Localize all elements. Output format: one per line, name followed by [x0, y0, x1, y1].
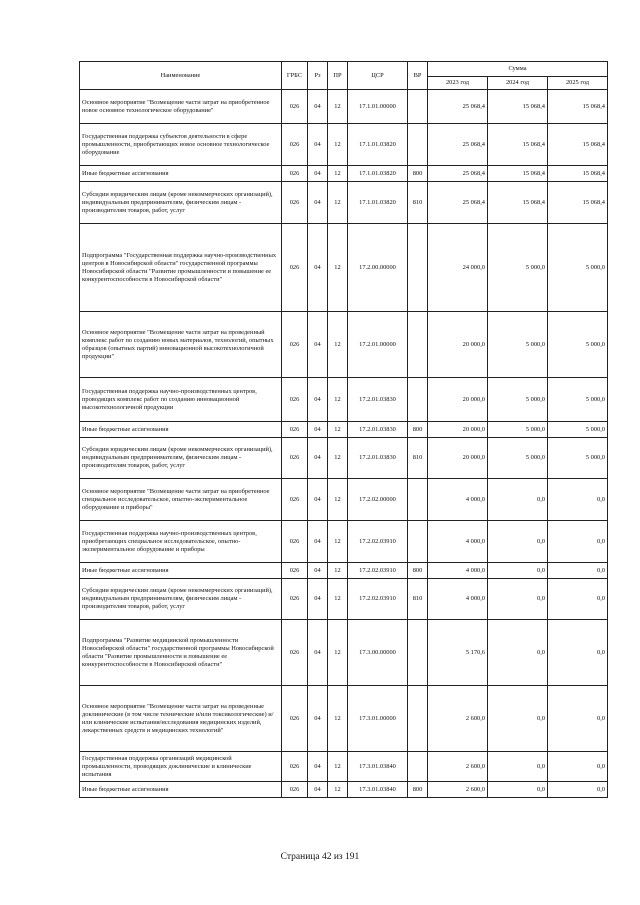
- row-sum-2023: 20 000,0: [428, 438, 488, 479]
- row-sum-2023: 2 600,0: [428, 752, 488, 782]
- row-pr: 12: [328, 312, 348, 378]
- row-sum-2024: 0,0: [488, 752, 548, 782]
- row-pr: 12: [328, 752, 348, 782]
- row-grbs: 026: [282, 438, 308, 479]
- table-row: [80, 752, 608, 782]
- row-grbs: 026: [282, 479, 308, 521]
- row-sum-2023: 4 000,0: [428, 563, 488, 579]
- row-csr: 17.3.01.03840: [348, 782, 408, 798]
- row-rz: 04: [308, 422, 328, 438]
- row-rz: 04: [308, 686, 328, 752]
- row-sum-2023: 4 000,0: [428, 579, 488, 620]
- row-csr: 17.2.01.00000: [348, 312, 408, 378]
- row-csr: 17.2.02.03910: [348, 521, 408, 563]
- row-rz: 04: [308, 312, 328, 378]
- row-name: Иные бюджетные ассигнования: [80, 563, 282, 579]
- row-csr: 17.2.02.03910: [348, 579, 408, 620]
- row-pr: 12: [328, 563, 348, 579]
- header-csr: ЦСР: [348, 62, 408, 90]
- row-csr: 17.3.00.00000: [348, 620, 408, 686]
- row-vr: [408, 378, 428, 422]
- row-name: Основное мероприятие "Возмещение части затрат на проведенные доклинические (в том числе технические и/или токсикологические) и/или клинические испытания/исследования медицинских изделий, лекарственных средств и медицинских технологий": [80, 686, 282, 752]
- row-rz: 04: [308, 90, 328, 124]
- row-csr: 17.1.01.03820: [348, 124, 408, 166]
- row-rz: 04: [308, 438, 328, 479]
- table-row: [80, 166, 608, 182]
- row-vr: 810: [408, 438, 428, 479]
- row-vr: [408, 686, 428, 752]
- row-name: Основное мероприятие "Возмещение части затрат на проведенный комплекс работ по созданию новых материалов, технологий, опытных образцов (опытных партий) инновационной высокотехнологичной продукции": [80, 312, 282, 378]
- header-year-2023: 2023 год: [428, 77, 488, 90]
- row-sum-2025: 15 068,4: [548, 166, 608, 182]
- row-rz: 04: [308, 521, 328, 563]
- row-name: Иные бюджетные ассигнования: [80, 422, 282, 438]
- row-name: Основное мероприятие "Возмещение части затрат на приобретенное новое основное технологическое оборудование": [80, 90, 282, 124]
- row-rz: 04: [308, 479, 328, 521]
- row-pr: 12: [328, 479, 348, 521]
- table-row: [80, 182, 608, 224]
- row-sum-2023: 25 068,4: [428, 166, 488, 182]
- row-sum-2023: 25 068,4: [428, 90, 488, 124]
- table-row: [80, 563, 608, 579]
- row-sum-2023: 5 170,6: [428, 620, 488, 686]
- row-pr: 12: [328, 182, 348, 224]
- table-row: [80, 686, 608, 752]
- header-pr: ПР: [328, 62, 348, 90]
- row-vr: [408, 752, 428, 782]
- row-sum-2023: 20 000,0: [428, 378, 488, 422]
- row-sum-2023: 25 068,4: [428, 182, 488, 224]
- row-sum-2025: 15 068,4: [548, 90, 608, 124]
- row-name: Государственная поддержка организаций медицинской промышленности, проводящих доклинические и клинические испытания: [80, 752, 282, 782]
- row-rz: 04: [308, 782, 328, 798]
- row-sum-2025: 0,0: [548, 782, 608, 798]
- row-sum-2025: 0,0: [548, 686, 608, 752]
- row-pr: 12: [328, 579, 348, 620]
- row-csr: 17.1.01.03820: [348, 182, 408, 224]
- row-sum-2025: 5 000,0: [548, 378, 608, 422]
- table-row: [80, 90, 608, 124]
- budget-table: [79, 61, 608, 798]
- row-grbs: 026: [282, 686, 308, 752]
- row-rz: 04: [308, 563, 328, 579]
- row-grbs: 026: [282, 521, 308, 563]
- page-number: Страница 42 из 191: [280, 852, 360, 862]
- row-name: Подпрограмма "Развитие медицинской промышленности Новосибирской области" государственной программы Новосибирской области "Развитие промышленности и повышение ее конкурентоспособности в Новосибирской области": [80, 620, 282, 686]
- row-csr: 17.2.01.03830: [348, 422, 408, 438]
- row-vr: [408, 224, 428, 312]
- row-rz: 04: [308, 166, 328, 182]
- table-row: [80, 782, 608, 798]
- row-vr: 800: [408, 166, 428, 182]
- row-vr: [408, 124, 428, 166]
- row-name: Иные бюджетные ассигнования: [80, 782, 282, 798]
- row-name: Подпрограмма "Государственная поддержка научно-производственных центров в Новосибирской области" государственной программы Новосибирской области "Развитие промышленности и повышение ее конкурентоспособности в Новосибирской области": [80, 224, 282, 312]
- row-name: Субсидии юридическим лицам (кроме некоммерческих организаций), индивидуальным предпринимателям, физическим лицам - производителям товаров, работ, услуг: [80, 438, 282, 479]
- row-grbs: 026: [282, 182, 308, 224]
- row-csr: 17.2.02.00000: [348, 479, 408, 521]
- row-vr: [408, 479, 428, 521]
- row-grbs: 026: [282, 752, 308, 782]
- row-grbs: 026: [282, 312, 308, 378]
- table-row: [80, 521, 608, 563]
- row-sum-2024: 0,0: [488, 579, 548, 620]
- row-sum-2025: 0,0: [548, 620, 608, 686]
- row-name: Основное мероприятие "Возмещение части затрат на приобретенное специальное исследовательское, опытно-экспериментальное оборудование и приборы": [80, 479, 282, 521]
- row-sum-2023: 4 000,0: [428, 479, 488, 521]
- row-sum-2023: 25 068,4: [428, 124, 488, 166]
- row-name: Государственная поддержка научно-производственных центров, проводящих комплекс работ по созданию инновационной высокотехнологичной продукции: [80, 378, 282, 422]
- row-sum-2025: 5 000,0: [548, 224, 608, 312]
- row-grbs: 026: [282, 563, 308, 579]
- row-name: Субсидии юридическим лицам (кроме некоммерческих организаций), индивидуальным предпринимателям, физическим лицам - производителям товаров, работ, услуг: [80, 182, 282, 224]
- row-sum-2025: 15 068,4: [548, 182, 608, 224]
- row-sum-2024: 15 068,4: [488, 124, 548, 166]
- row-sum-2023: 2 600,0: [428, 686, 488, 752]
- row-sum-2025: 5 000,0: [548, 422, 608, 438]
- row-sum-2024: 0,0: [488, 782, 548, 798]
- table-body: [80, 90, 608, 798]
- row-vr: 800: [408, 563, 428, 579]
- row-pr: 12: [328, 124, 348, 166]
- header-year-2025: 2025 год: [548, 77, 608, 90]
- row-grbs: 026: [282, 90, 308, 124]
- row-grbs: 026: [282, 620, 308, 686]
- row-name: Иные бюджетные ассигнования: [80, 166, 282, 182]
- row-name: Государственная поддержка субъектов деятельности в сфере промышленности, приобретающих новое основное технологическое оборудование: [80, 124, 282, 166]
- row-rz: 04: [308, 378, 328, 422]
- row-sum-2024: 15 068,4: [488, 166, 548, 182]
- row-vr: [408, 521, 428, 563]
- row-csr: 17.2.00.00000: [348, 224, 408, 312]
- row-csr: 17.1.01.03820: [348, 166, 408, 182]
- row-sum-2025: 0,0: [548, 479, 608, 521]
- header-grbs: ГРБС: [282, 62, 308, 90]
- row-rz: 04: [308, 620, 328, 686]
- header-vr: ВР: [408, 62, 428, 90]
- row-sum-2024: 15 068,4: [488, 90, 548, 124]
- row-sum-2025: 0,0: [548, 752, 608, 782]
- header-sum: Сумма: [428, 62, 608, 77]
- table-row: [80, 620, 608, 686]
- row-vr: 810: [408, 182, 428, 224]
- row-csr: 17.3.01.03840: [348, 752, 408, 782]
- row-grbs: 026: [282, 224, 308, 312]
- row-sum-2025: 5 000,0: [548, 438, 608, 479]
- row-csr: 17.3.01.00000: [348, 686, 408, 752]
- table-row: [80, 124, 608, 166]
- row-vr: 800: [408, 782, 428, 798]
- row-vr: [408, 620, 428, 686]
- row-vr: [408, 312, 428, 378]
- table-row: [80, 422, 608, 438]
- header-name: Наименование: [80, 62, 282, 90]
- row-sum-2023: 24 000,0: [428, 224, 488, 312]
- row-vr: 800: [408, 422, 428, 438]
- row-sum-2024: 0,0: [488, 620, 548, 686]
- row-sum-2024: 0,0: [488, 521, 548, 563]
- table-row: [80, 312, 608, 378]
- row-rz: 04: [308, 124, 328, 166]
- row-rz: 04: [308, 182, 328, 224]
- row-sum-2023: 20 000,0: [428, 312, 488, 378]
- row-sum-2025: 5 000,0: [548, 312, 608, 378]
- table-row: [80, 224, 608, 312]
- row-vr: [408, 90, 428, 124]
- row-vr: 810: [408, 579, 428, 620]
- row-pr: 12: [328, 378, 348, 422]
- row-sum-2023: 2 600,0: [428, 782, 488, 798]
- row-rz: 04: [308, 752, 328, 782]
- table-row: [80, 378, 608, 422]
- row-pr: 12: [328, 224, 348, 312]
- row-rz: 04: [308, 579, 328, 620]
- row-grbs: 026: [282, 378, 308, 422]
- row-sum-2023: 4 000,0: [428, 521, 488, 563]
- row-pr: 12: [328, 620, 348, 686]
- row-sum-2024: 0,0: [488, 686, 548, 752]
- table-header: [80, 62, 608, 90]
- row-sum-2025: 0,0: [548, 521, 608, 563]
- row-sum-2023: 20 000,0: [428, 422, 488, 438]
- row-sum-2025: 0,0: [548, 579, 608, 620]
- row-grbs: 026: [282, 124, 308, 166]
- row-grbs: 026: [282, 422, 308, 438]
- row-sum-2025: 0,0: [548, 563, 608, 579]
- row-pr: 12: [328, 686, 348, 752]
- row-grbs: 026: [282, 782, 308, 798]
- row-csr: 17.2.02.03910: [348, 563, 408, 579]
- row-sum-2024: 5 000,0: [488, 422, 548, 438]
- row-sum-2024: 5 000,0: [488, 312, 548, 378]
- row-csr: 17.2.01.03830: [348, 378, 408, 422]
- row-sum-2024: 5 000,0: [488, 378, 548, 422]
- row-pr: 12: [328, 438, 348, 479]
- row-pr: 12: [328, 166, 348, 182]
- row-sum-2024: 0,0: [488, 479, 548, 521]
- row-grbs: 026: [282, 166, 308, 182]
- row-pr: 12: [328, 782, 348, 798]
- row-pr: 12: [328, 521, 348, 563]
- table-row: [80, 579, 608, 620]
- header-year-2024: 2024 год: [488, 77, 548, 90]
- row-pr: 12: [328, 90, 348, 124]
- table-row: [80, 438, 608, 479]
- table-row: [80, 479, 608, 521]
- row-sum-2025: 15 068,4: [548, 124, 608, 166]
- row-sum-2024: 0,0: [488, 563, 548, 579]
- header-rz: Рз: [308, 62, 328, 90]
- row-sum-2024: 5 000,0: [488, 438, 548, 479]
- row-rz: 04: [308, 224, 328, 312]
- row-csr: 17.2.01.03830: [348, 438, 408, 479]
- row-grbs: 026: [282, 579, 308, 620]
- row-name: Государственная поддержка научно-производственных центров, приобретающих специальное исследовательское, опытно-экспериментальное оборудование и приборы: [80, 521, 282, 563]
- row-pr: 12: [328, 422, 348, 438]
- row-sum-2024: 5 000,0: [488, 224, 548, 312]
- row-sum-2024: 15 068,4: [488, 182, 548, 224]
- row-csr: 17.1.01.00000: [348, 90, 408, 124]
- row-name: Субсидии юридическим лицам (кроме некоммерческих организаций), индивидуальным предпринимателям, физическим лицам - производителям товаров, работ, услуг: [80, 579, 282, 620]
